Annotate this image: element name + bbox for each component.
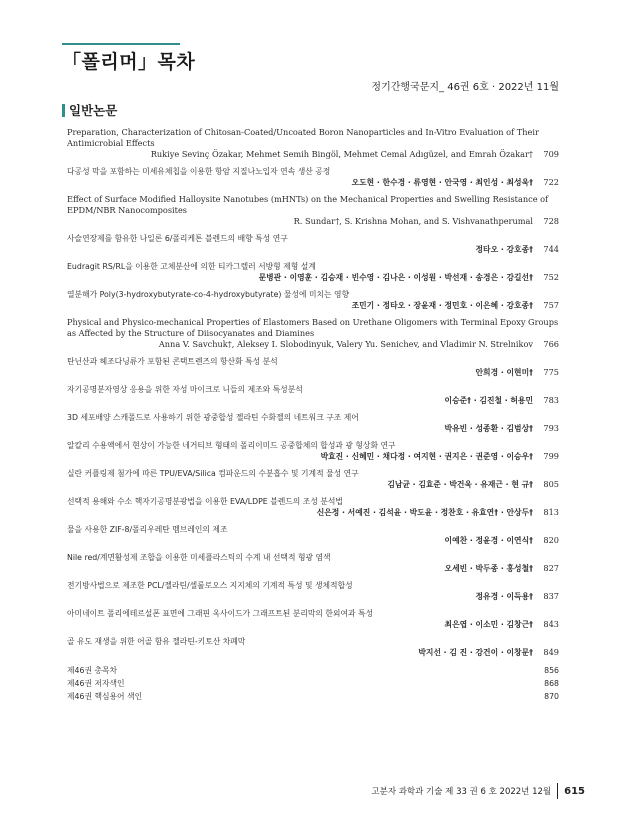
section-heading	[62, 101, 117, 119]
page-title: 「폴리머」목차	[62, 51, 196, 73]
index-entry	[67, 677, 559, 690]
entry-authors: 박유빈 · 성종환 · 김범상†	[444, 424, 533, 433]
toc-entry	[67, 261, 559, 283]
entry-title: 골 유도 재생을 위한 어골 함유 젤라틴-키토산 차폐막	[67, 637, 246, 646]
toc-entry	[67, 496, 559, 518]
entry-page: 766	[543, 339, 559, 349]
entry-byline	[67, 244, 559, 255]
entry-authors: 오세빈 · 박두종 · 홍성철†	[444, 564, 533, 573]
toc-entry	[67, 412, 559, 434]
toc-entry	[67, 384, 559, 406]
entry-authors: Rukiye Sevinç Özakar, Mehmet Semih Bingöl, Mehmet Cemal Adıgüzel, and Emrah Özakar†	[150, 149, 533, 159]
section-title: 일반논문	[69, 103, 118, 118]
entry-byline	[67, 451, 559, 462]
entry-authors: 이예찬 · 정윤경 · 이연식†	[444, 536, 533, 545]
entry-page: 744	[543, 244, 559, 254]
entry-authors: 문병관 · 이영훈 · 김승재 · 빈수영 · 김나은 · 이성원 · 박선재 · 송경은 · 강길선†	[258, 273, 533, 282]
entry-byline	[67, 619, 559, 630]
entry-title: Nile red/계면활성제 조합을 이용한 미세플라스틱의 수계 내 선택적 형광 염색	[67, 553, 331, 562]
entry-page: 837	[543, 591, 559, 601]
entry-page: 728	[543, 216, 559, 226]
index-label: 제46권 저자색인	[67, 679, 125, 688]
entry-byline	[67, 423, 559, 434]
entry-byline	[67, 149, 559, 160]
entry-page: 783	[543, 395, 559, 405]
entry-title: 알칼리 수용액에서 현상이 가능한 네거티브 형태의 폴리이미드 공중합체의 합성과 광 형상화 연구	[67, 441, 396, 450]
index-page: 868	[544, 679, 559, 688]
entry-title: 실란 커플링제 첨가에 따른 TPU/EVA/Silica 컴파운드의 수분흡수 및 기계적 물성 연구	[67, 469, 359, 478]
entry-byline	[67, 367, 559, 378]
entry-authors: Anna V. Savchuk†, Aleksey I. Slobodinyuk, Valery Yu. Senichev, and Vladimir N. Strelnikov	[158, 339, 533, 349]
entry-byline	[67, 395, 559, 406]
entry-byline	[67, 339, 559, 350]
entry-byline	[67, 177, 559, 188]
entry-byline	[67, 647, 559, 658]
toc-entry	[67, 194, 559, 227]
index-entry	[67, 664, 559, 677]
entry-authors: 신은정 · 서예진 · 김석윤 · 박도윤 · 정찬호 · 유효연† · 안상두†	[316, 508, 533, 517]
entry-authors: 조민기 · 정타오 · 장윤재 · 정민호 · 이은혜 · 강호종†	[351, 301, 533, 310]
entry-title: Effect of Surface Modified Halloysite Nanotubes (mHNTs) on the Mechanical Properties and Swelling Resistance of EPDM/NBR Nanocomposites	[67, 194, 549, 215]
entry-page: 843	[543, 619, 559, 629]
entry-page: 799	[543, 451, 559, 461]
entry-page: 813	[543, 507, 559, 517]
section-marker	[62, 104, 65, 117]
toc-entry	[67, 580, 559, 602]
entry-title: 아미네이트 폴리에테르설폰 표면에 그래핀 옥사이드가 그래프트된 분리막의 한외여과 특성	[67, 609, 374, 618]
entry-byline	[67, 272, 559, 283]
toc-entry	[67, 468, 559, 490]
footer-journal: 고분자 과학과 기술 제 33 권 6 호 2022년 12월	[371, 787, 552, 797]
toc-entry	[67, 127, 559, 160]
footer-divider	[557, 783, 558, 799]
toc-entry	[67, 440, 559, 462]
issue-info: 정기간행국문지_ 46권 6호 · 2022년 11월	[371, 82, 559, 93]
toc-entry	[67, 289, 559, 311]
index-label: 제46권 총목차	[67, 666, 118, 675]
entry-byline	[67, 507, 559, 518]
entry-byline	[67, 563, 559, 574]
entry-authors: 김남균 · 김효준 · 박건욱 · 유재근 · 현 규†	[387, 480, 533, 489]
footer-page-number: 615	[564, 785, 585, 797]
title-rule	[62, 43, 180, 45]
entry-title: 다공성 막을 포함하는 미세유체칩을 이용한 항암 지질나노입자 연속 생산 공정	[67, 167, 331, 176]
index-entry	[67, 690, 559, 703]
entry-authors: 이승준† · 김진철 · 허용민	[444, 396, 533, 405]
entry-page: 827	[543, 563, 559, 573]
entry-byline	[67, 300, 559, 311]
toc-entry	[67, 166, 559, 188]
page-footer	[371, 783, 585, 799]
toc-entry	[67, 524, 559, 546]
entry-title: 사슬연장제를 함유한 나일론 6/폴리케톤 블렌드의 배향 특성 연구	[67, 234, 288, 243]
toc-entry	[67, 636, 559, 658]
entry-title: 탄닌산과 헤조다닝류가 포함된 콘택트렌즈의 항산화 특성 분석	[67, 357, 278, 366]
entry-page: 805	[543, 479, 559, 489]
entry-byline	[67, 479, 559, 490]
entry-title: 선택적 용해와 수소 핵자기공명분광법을 이용한 EVA/LDPE 블렌드의 조성 분석법	[67, 497, 343, 506]
entry-byline	[67, 216, 559, 227]
entry-byline	[67, 535, 559, 546]
toc-entry	[67, 317, 559, 350]
entry-byline	[67, 591, 559, 602]
toc-entry	[67, 233, 559, 255]
entry-authors: 정유경 · 이득용†	[475, 592, 533, 601]
entry-title: Eudragit RS/RL을 이용한 고체분산에 의한 티카그렐러 서방형 제형 설계	[67, 262, 316, 271]
entry-page: 709	[543, 149, 559, 159]
entry-title: 자기공명분자영상 응용을 위한 자성 마이크로 니들의 제조와 특성분석	[67, 385, 303, 394]
entry-authors: 박효진 · 신혜민 · 채다정 · 여지현 · 권지은 · 권준영 · 이승우†	[320, 452, 533, 461]
entry-title: Physical and Physico-mechanical Properties of Elastomers Based on Urethane Oligomers with Terminal Epoxy Groups as Affected by the Structure of Diisocyanates and Diamines	[67, 317, 559, 338]
index-page: 856	[544, 666, 559, 675]
entry-authors: 최은엽 · 이소민 · 김창근†	[444, 620, 533, 629]
entry-page: 793	[543, 423, 559, 433]
index-label: 제46권 핵심용어 색인	[67, 692, 143, 701]
entry-authors: 안희경 · 이현미†	[475, 368, 533, 377]
entry-title: 전기방사법으로 제조한 PCL/젤라틴/셀룰로오스 지지체의 기계적 특성 및 생체적합성	[67, 581, 353, 590]
entry-page: 722	[543, 177, 559, 187]
toc-entry	[67, 356, 559, 378]
entry-page: 820	[543, 535, 559, 545]
toc-entry	[67, 552, 559, 574]
entry-page: 757	[543, 300, 559, 310]
entry-authors: 박지선 · 김 진 · 강건이 · 이창문†	[418, 648, 533, 657]
toc-list	[67, 127, 559, 703]
entry-title: 3D 세포배양 스캐폴드로 사용하기 위한 광중합성 젤라틴 수화젤의 네트워크 구조 제어	[67, 413, 359, 422]
entry-page: 775	[543, 367, 559, 377]
toc-entry	[67, 608, 559, 630]
entry-page: 752	[543, 272, 559, 282]
entry-title: 열분해가 Poly(3-hydroxybutyrate-co-4-hydroxybutyrate) 물성에 미치는 영향	[67, 290, 350, 299]
entry-authors: R. Sundar†, S. Krishna Mohan, and S. Vishvanathperumal	[293, 216, 533, 226]
entry-page: 849	[543, 647, 559, 657]
entry-authors: 오도현 · 한수경 · 류영현 · 안국영 · 최인성 · 최성욱†	[351, 178, 533, 187]
index-page: 870	[544, 692, 559, 701]
entry-title: Preparation, Characterization of Chitosan-Coated/Uncoated Boron Nanoparticles and In-Vitro Evaluation of Their Antimicrobial Effects	[67, 127, 539, 148]
entry-authors: 정타오 · 강호종†	[475, 245, 533, 254]
entry-title: 물을 사용한 ZIF-8/폴리우레탄 멤브레인의 제조	[67, 525, 228, 534]
